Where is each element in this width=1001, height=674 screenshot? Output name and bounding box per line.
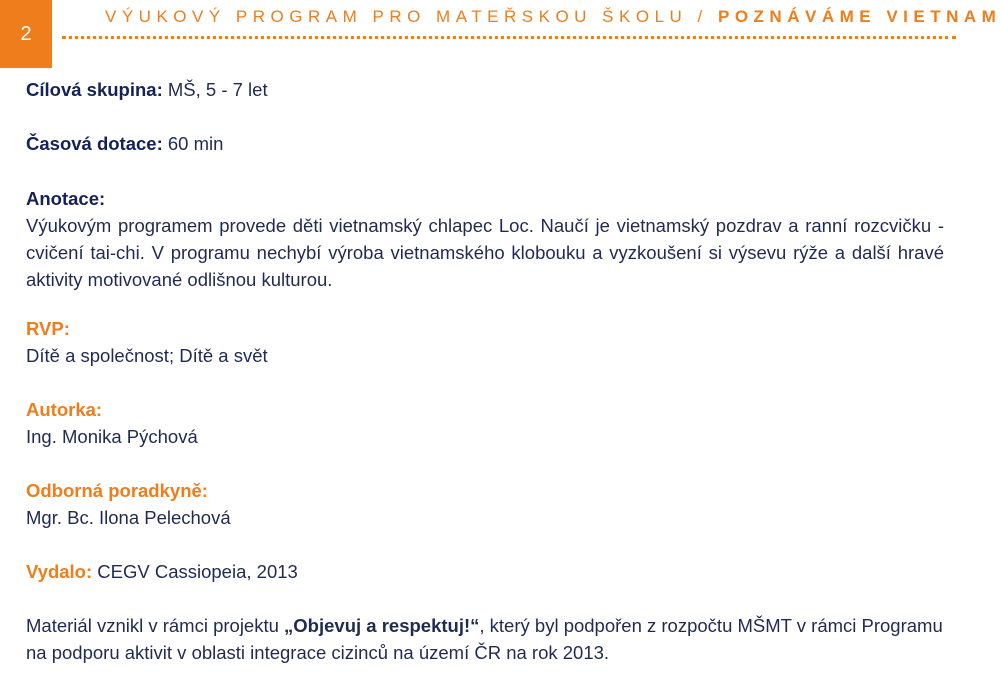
page-number-badge (0, 0, 52, 68)
header-title-part2: POZNÁVÁME VIETNAM (717, 7, 1001, 26)
header-title-part1: VÝUKOVÝ PROGRAM PRO MATEŘSKOU ŠKOLU / (105, 7, 718, 26)
author-name: Ing. Monika Pýchová (26, 426, 198, 447)
advisor-section (26, 477, 944, 531)
publisher-label: Vydalo: (26, 561, 93, 582)
time-allocation-label: Časová dotace: (26, 133, 163, 154)
annotation-label: Anotace: (26, 188, 106, 209)
publisher (26, 558, 944, 585)
funding-note-part2: , který byl podpořen z rozpočtu MŠMT v rámci Programu na podporu aktivit v oblasti integrace cizinců na území ČR na rok 2013. (26, 615, 943, 663)
time-allocation-value: 60 min (162, 133, 224, 154)
target-group (26, 76, 944, 103)
rvp-section (26, 315, 944, 369)
funding-note (26, 612, 944, 666)
funding-note-part1: Materiál vznikl v rámci projektu (26, 615, 285, 636)
author-section (26, 396, 944, 450)
advisor-label: Odborná poradkyně: (26, 480, 208, 501)
annotation-section (26, 185, 944, 293)
author-label: Autorka: (26, 399, 103, 420)
document-body (26, 74, 944, 666)
page-number: 2 (20, 22, 32, 45)
header-title (105, 7, 1001, 27)
target-group-label: Cílová skupina: (26, 79, 163, 100)
project-name: „Objevuj a respektuj!“ (284, 615, 480, 636)
publisher-value: CEGV Cassiopeia, 2013 (92, 561, 298, 582)
annotation-text: Výukovým programem provede děti vietnamský chlapec Loc. Naučí je vietnamský pozdrav a ranní rozcvičku - cvičení tai-chi. V programu nechybí výroba vietnamského klobouku a vyzkoušení si výsevu rýže a další hravé aktivity motivované odlišnou kulturou. (26, 215, 944, 290)
time-allocation (26, 130, 944, 157)
advisor-name: Mgr. Bc. Ilona Pelechová (26, 507, 231, 528)
target-group-value: MŠ, 5 - 7 let (162, 79, 268, 100)
rvp-label: RVP: (26, 318, 70, 339)
rvp-text: Dítě a společnost; Dítě a svět (26, 345, 268, 366)
header-dotted-divider (62, 36, 956, 39)
